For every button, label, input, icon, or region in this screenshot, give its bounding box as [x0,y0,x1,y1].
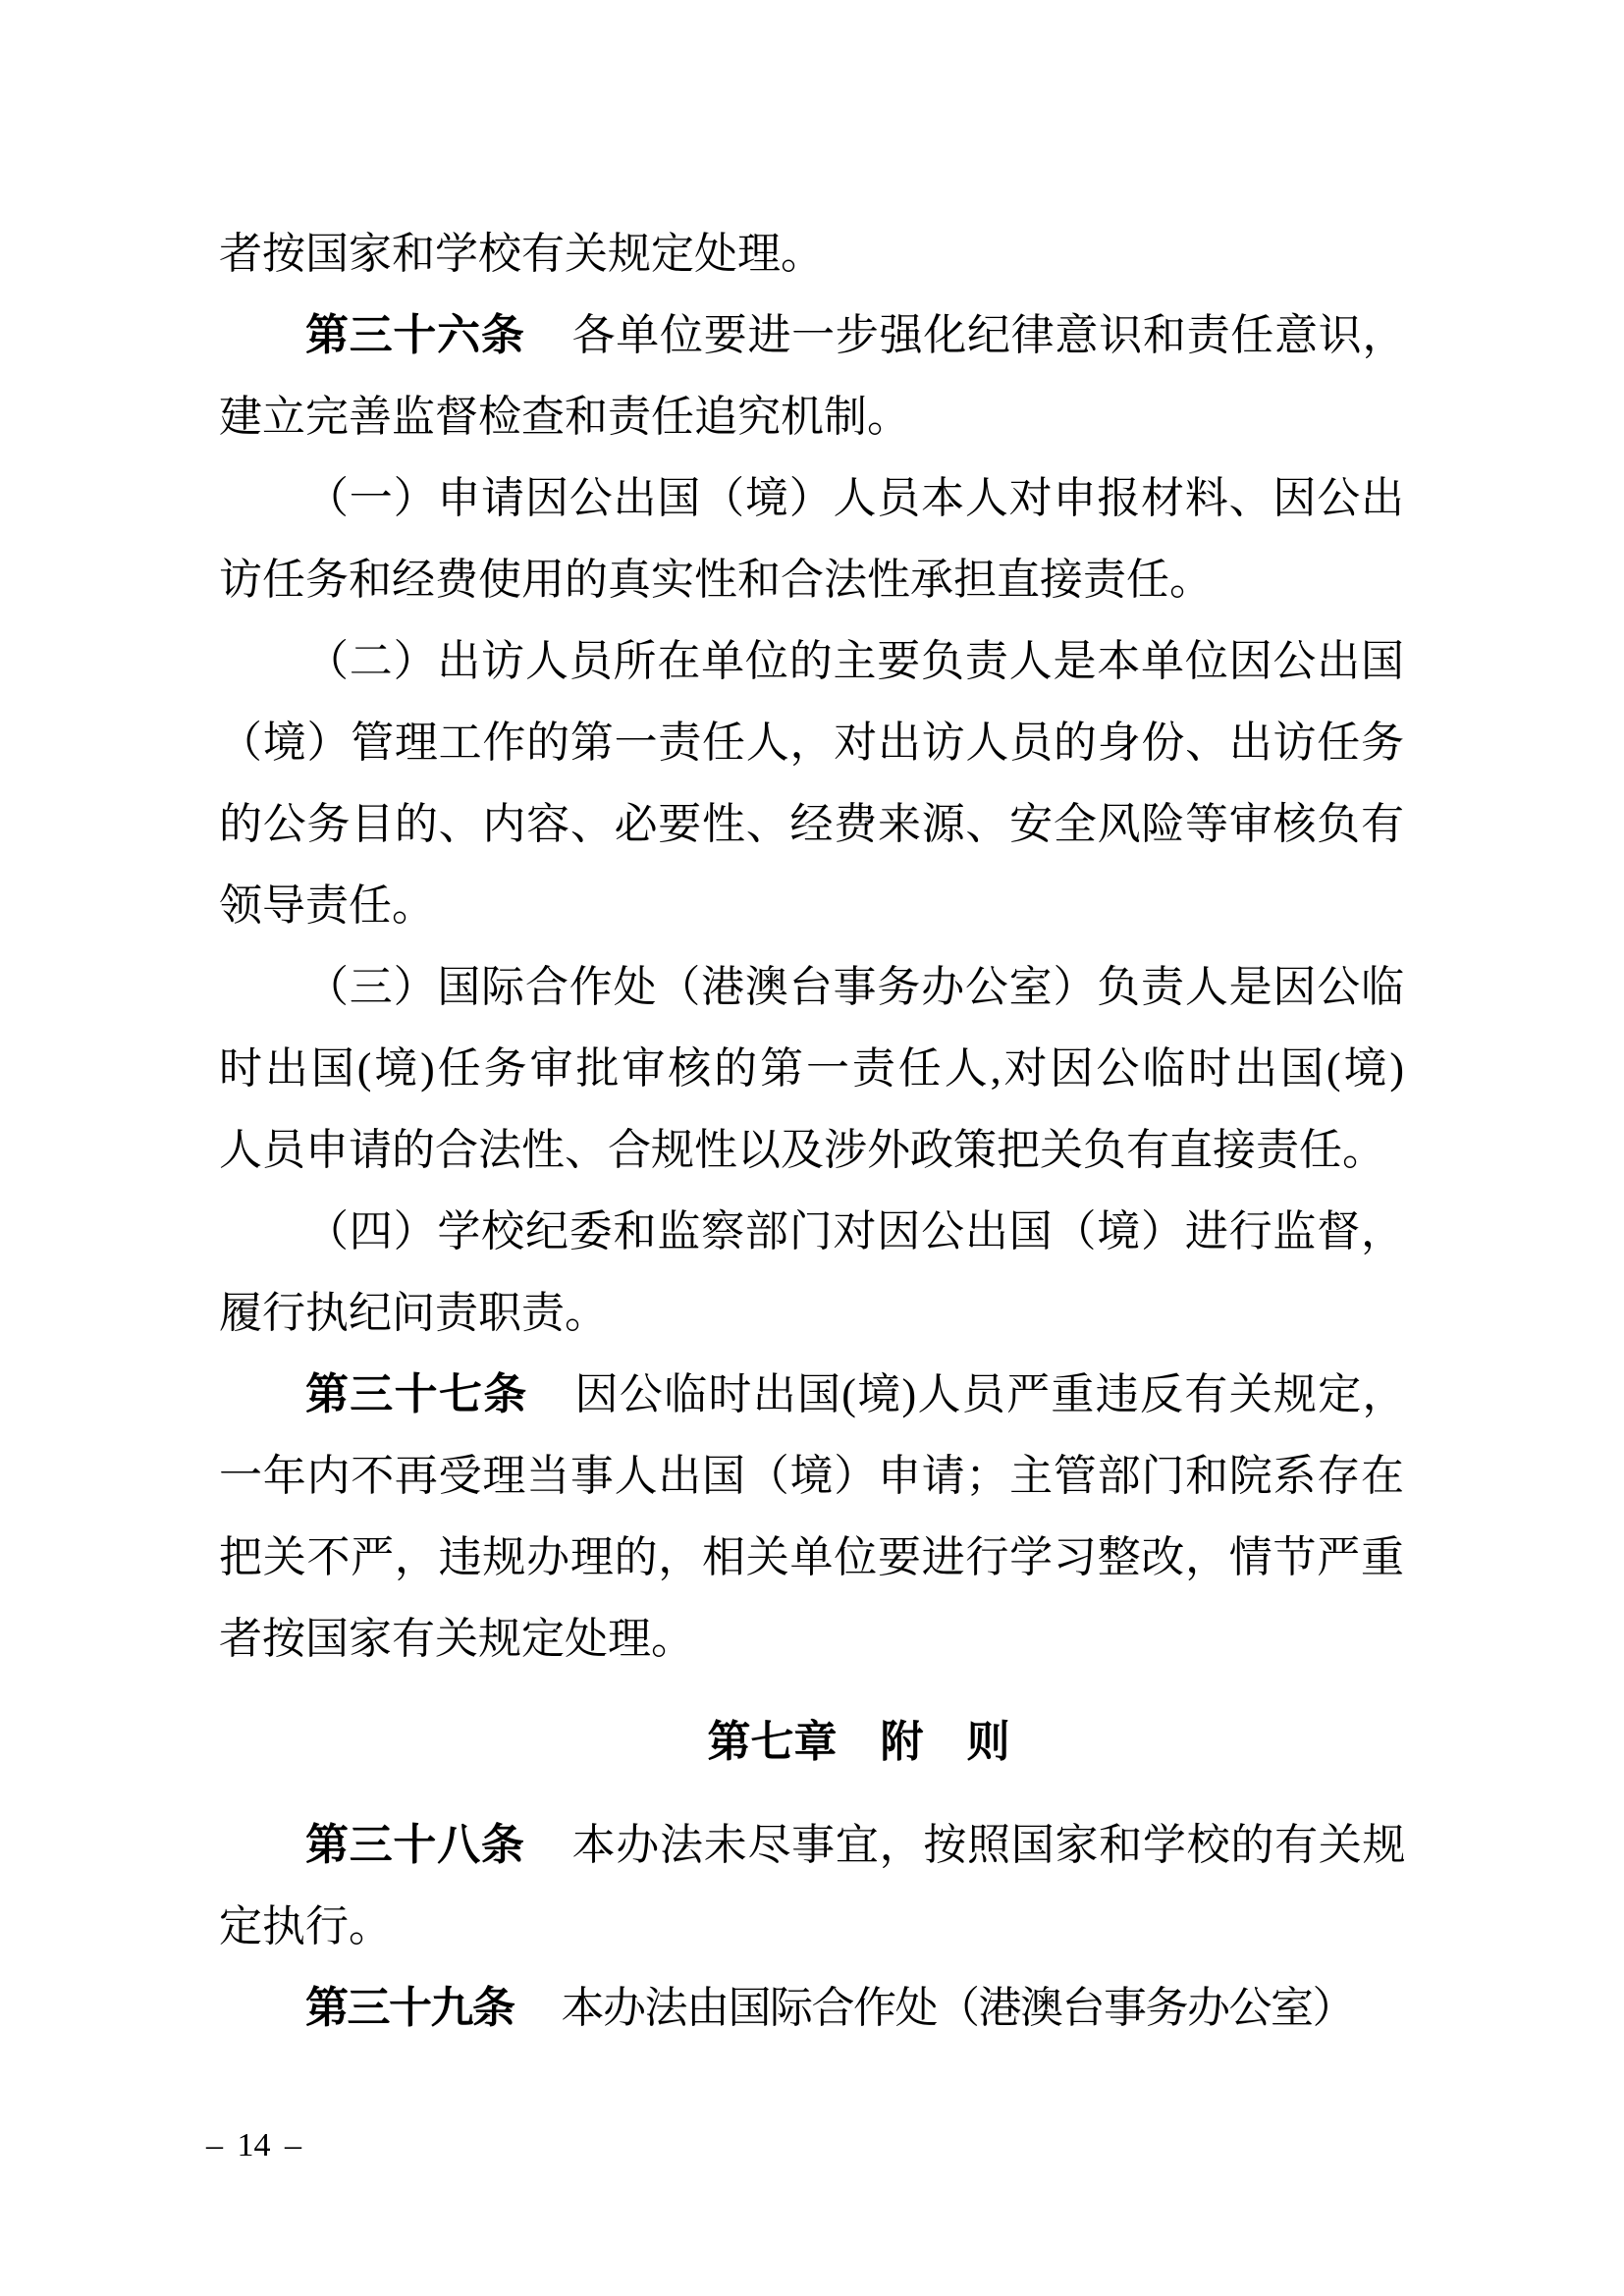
text-line-item-1 [219,457,1404,539]
line-text: 领导责任。 [219,881,435,930]
article-number: 第三十九条 [305,1984,514,2032]
text-line [219,376,1404,457]
line-text: 访任务和经费使用的真实性和合法性承担直接责任。 [219,556,1213,604]
line-text: 本办法未尽事宜，按照国家和学校的有关规 [571,1821,1405,1869]
line-text: （四）学校纪委和监察部门对因公出国（境）进行监督， [305,1207,1404,1255]
text-line-article-38 [219,1804,1404,1886]
line-text: 把关不严，违规办理的，相关单位要进行学习整改，情节严重 [219,1533,1404,1581]
line-text: 者按国家和学校有关规定处理。 [219,230,824,278]
line-text: 的公务目的、内容、必要性、经费来源、安全风险等审核负有 [219,800,1404,848]
chapter-heading: 第七章 附 则 [707,1718,1010,1766]
line-text: 建立完善监督检查和责任追究机制。 [219,393,910,441]
line-text: 履行执纪问责职责。 [219,1289,608,1337]
line-text: 时出国(境)任务审批审核的第一责任人,对因公临时出国(境) [219,1044,1404,1093]
text-line-item-3 [219,946,1404,1028]
text-line-item-4 [219,1191,1404,1272]
text-line-item-2 [219,620,1404,702]
line-text: 者按国家有关规定处理。 [219,1615,694,1663]
line-text: 各单位要进一步强化纪律意识和责任意识， [571,311,1405,359]
line-text: 本办法由国际合作处（港澳台事务办公室） [561,1984,1354,2032]
line-text: 定执行。 [219,1902,392,1950]
text-line [219,1886,1404,1967]
text-line [219,1517,1404,1598]
text-line [219,1435,1404,1517]
text-line [219,1109,1404,1191]
text-line [219,702,1404,783]
line-text: 人员申请的合法性、合规性以及涉外政策把关负有直接责任。 [219,1126,1385,1174]
text-line-article-37 [219,1354,1404,1435]
line-text: （境）管理工作的第一责任人，对出访人员的身份、出访任务 [219,719,1404,767]
article-number: 第三十八条 [305,1821,525,1869]
text-line-article-39 [219,1967,1404,2049]
text-line [219,865,1404,946]
page-number: – 14 – [206,2127,301,2163]
text-line [219,213,1404,294]
line-text: （三）国际合作处（港澳台事务办公室）负责人是因公临 [305,963,1404,1011]
text-line [219,1028,1404,1109]
document-body [219,213,1404,2049]
line-text: 因公临时出国(境)人员严重违反有关规定， [574,1370,1404,1418]
text-line [219,539,1404,620]
article-number: 第三十六条 [305,311,525,359]
line-text: 一年内不再受理当事人出国（境）申请；主管部门和院系存在 [219,1452,1404,1500]
line-text: （一）申请因公出国（境）人员本人对申报材料、因公出 [305,474,1404,522]
text-line [219,783,1404,865]
line-text: （二）出访人员所在单位的主要负责人是本单位因公出国 [305,637,1404,685]
text-line [219,1272,1404,1354]
article-number: 第三十七条 [305,1370,528,1418]
text-line-article-36 [219,294,1404,376]
text-line [219,1598,1404,1680]
